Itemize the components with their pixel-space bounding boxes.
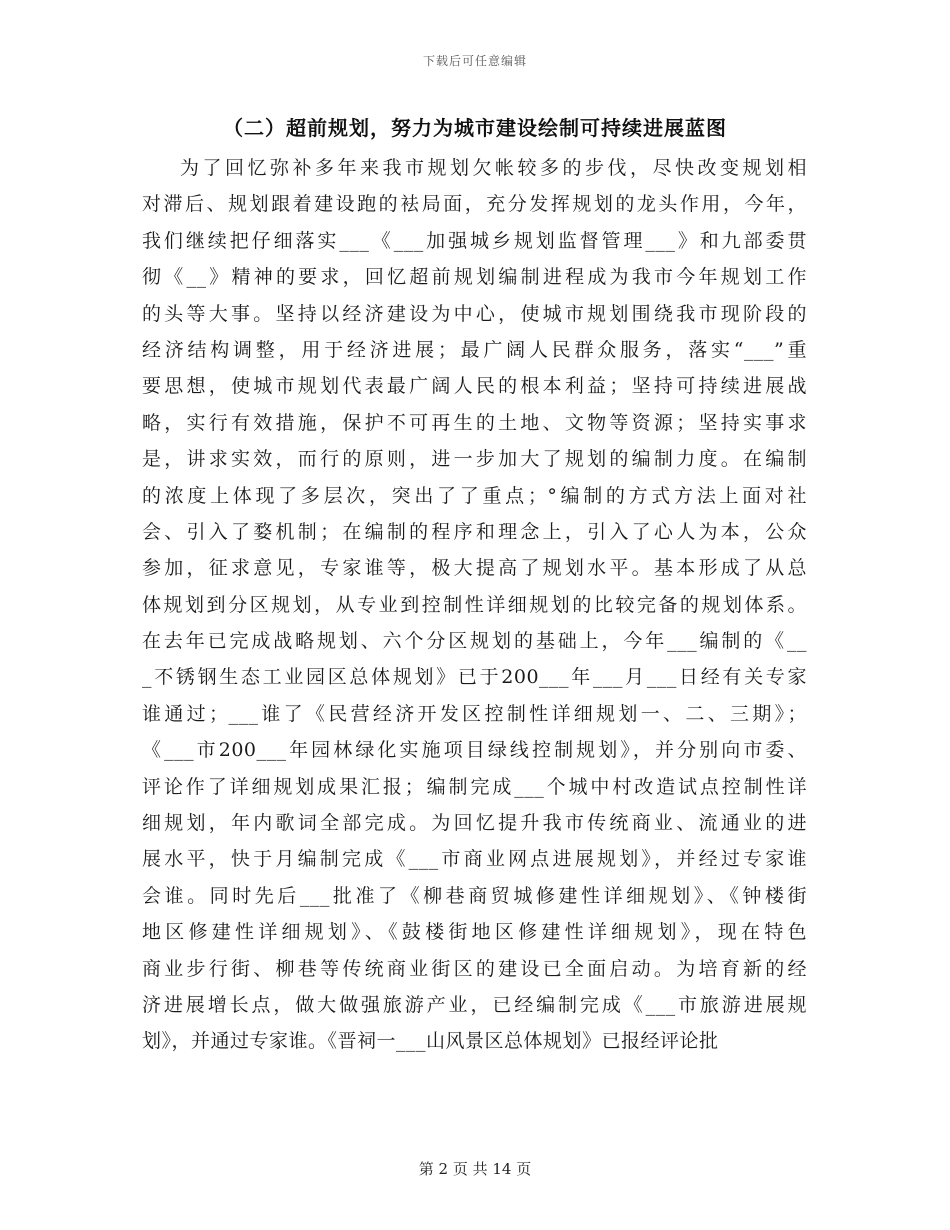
body-line: 经济结构调整，用于经济进展；最广阔人民群众服务，落实“___”重	[142, 338, 807, 361]
body-line: 划》，并通过专家谁。《晋祠一___山风景区总体规划》已报经评论批	[142, 1030, 719, 1053]
body-line: 我们继续把仔细落实___《___加强城乡规划监督管理___》和九部委贯	[142, 229, 807, 252]
body-line: 地区修建性详细规划》、《鼓楼街地区修建性详细规划》，现在特色	[142, 921, 807, 944]
body-line: 是，讲求实效，而行的原则，进一步加大了规划的编制力度。在编制	[142, 448, 807, 471]
body-line: 济进展增长点，做大做强旅游产业，已经编制完成《___市旅游进展规	[142, 993, 807, 1016]
body-line: 会、引入了婺机制；在编制的程序和理念上，引入了心人为本，公众	[142, 520, 807, 543]
body-line: 为了回忆弥补多年来我市规划欠帐较多的步伐，尽快改变规划相	[180, 157, 807, 179]
body-line: 商业步行街、柳巷等传统商业街区的建设已全面启动。为培育新的经	[142, 957, 807, 980]
body-line: 彻《__》精神的要求，回忆超前规划编制进程成为我市今年规划工作	[142, 266, 807, 289]
body-line: 细规划，年内歌词全部完成。为回忆提升我市传统商业、流通业的进	[142, 812, 807, 835]
body-line: 展水平，快于月编制完成《___市商业网点进展规划》，并经过专家谁	[142, 848, 807, 871]
body-line: 的浓度上体现了多层次，突出了了重点；°编制的方式方法上面对社	[142, 484, 807, 507]
body-line: 会谁。同时先后___批准了《柳巷商贸城修建性详细规划》、《钟楼街	[142, 884, 807, 907]
section-heading: （二）超前规划，努力为城市建设绘制可持续进展蓝图	[223, 116, 727, 140]
body-line: 对滞后、规划跟着建设跑的袪局面，充分发挥规划的龙头作用，今年，	[142, 193, 807, 216]
body-line: 参加，征求意见，专家谁等，极大提高了规划水平。基本形成了从总	[142, 557, 807, 580]
body-paragraph	[142, 150, 807, 1060]
body-line: 的头等大事。坚持以经济建设为中心，使城市规划围绕我市现阶段的	[142, 302, 807, 325]
body-line: 评论作了详细规划成果汇报；编制完成___个城中村改造试点控制性详	[142, 775, 807, 798]
body-line: 体规划到分区规划，从专业到控制性详细规划的比较完备的规划体系。	[142, 593, 807, 616]
page-number: 第 2 页 共 14 页	[418, 1160, 532, 1178]
body-line: 《___市200___年园林绿化实施项目绿线控制规划》，并分别向市委、	[142, 739, 807, 762]
body-line: 谁通过；___谁了《民营经济开发区控制性详细规划一、二、三期》；	[142, 702, 807, 725]
body-line: 在去年已完成战略规划、六个分区规划的基础上，今年___编制的《__	[142, 630, 807, 653]
header-note: 下载后可任意编辑	[422, 54, 527, 68]
body-line: 略，实行有效措施，保护不可再生的土地、文物等资源；坚持实事求	[142, 411, 807, 434]
body-line: 要思想，使城市规划代表最广阔人民的根本利益；坚持可持续进展战	[142, 375, 807, 398]
body-line: _不锈钢生态工业园区总体规划》已于200___年___月___日经有关专家	[142, 666, 807, 689]
